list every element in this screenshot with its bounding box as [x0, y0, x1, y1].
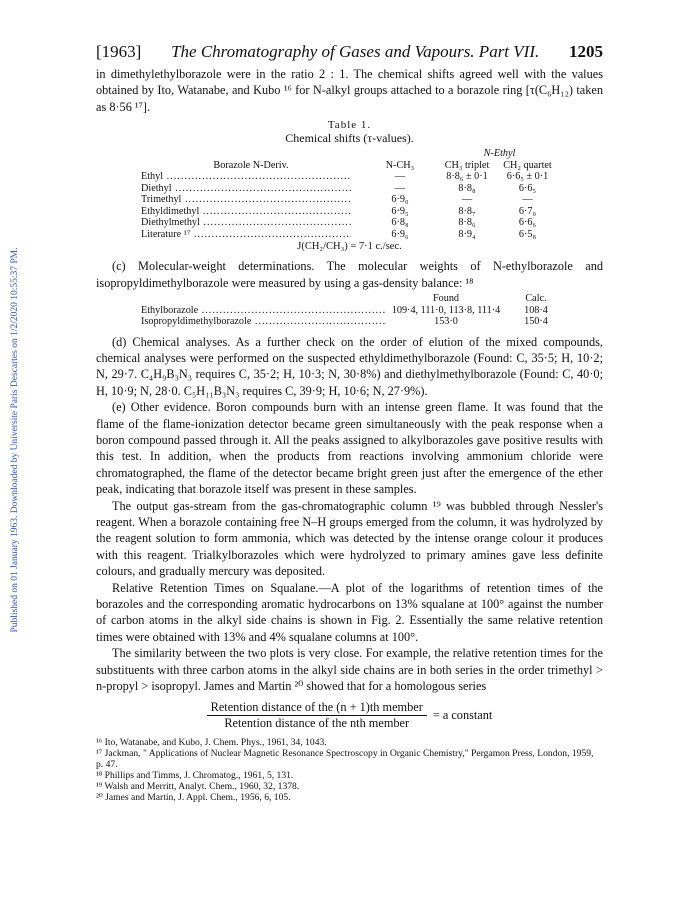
table-cell: 109·4, 111·0, 113·8, 111·4	[391, 304, 501, 316]
table1-header: CH₂ quartet	[503, 159, 552, 171]
footnote: ¹⁶ Ito, Watanabe, and Kubo, J. Chem. Phys., 1961, 34, 1043.	[96, 737, 327, 749]
table-cell: —	[522, 194, 533, 206]
table-cell: 6·6₆	[518, 217, 537, 229]
table-cell: —	[461, 194, 473, 206]
table-row	[141, 206, 560, 218]
table-cell: —	[394, 182, 406, 194]
retention-equation	[96, 700, 603, 731]
table-cell: 6·9₀	[391, 194, 409, 206]
paragraph-chemical-analyses: (d) Chemical analyses. As a further check on the order of elution of the mixed compounds, chemical analyses were performed on the suspected ethyldimethylborazole (Found: C, 35·5; H, 10·2; N, 29·7. C₄H₉B₃N₃ requires C, 35·2; H, 10·3; N, 30·8%) and diethylmethylborazole (Found: C, 40·0; H, 10·9; N, 28·0. C₅H₁₁B₃N₃ requires C, 39·9; H, 10·6; N, 27·9%).	[96, 334, 603, 398]
table-cell: 6·5₈	[518, 228, 537, 240]
table-row	[141, 305, 571, 317]
table-row	[141, 194, 560, 206]
table-cell: Literature ¹⁷	[141, 228, 191, 240]
table1-header: CH₃ triplet	[444, 159, 490, 171]
page-number: 1205	[568, 42, 603, 61]
paragraph-molecular-weight: (c) Molecular-weight determinations. The molecular weights of N-ethylborazole and isopropyldimethylborazole were measured by using a gas-density balance: ¹⁸	[96, 259, 603, 290]
table-cell: Ethyl	[141, 171, 164, 183]
page-body	[96, 42, 603, 803]
footnote: ¹⁹ Walsh and Merritt, Analyt. Chem., 1960, 32, 1378.	[96, 781, 300, 793]
molecular-weight-table	[141, 293, 571, 328]
table-cell: Diethylmethyl	[141, 217, 200, 229]
table-cell: 8·8₆ ± 0·1	[446, 171, 488, 183]
intro-paragraph: in dimethylethylborazole were in the ratio 2 : 1. The chemical shifts agreed well with the values obtained by Ito, Watanabe, and Kubo ¹⁶ for N-alkyl groups attached to a borazole ring [τ(C₆H₁₂) taken as 8·56 ¹⁷].	[96, 67, 603, 114]
table-cell: 6·9₅	[391, 205, 409, 217]
table-cell: 8·8₈	[458, 182, 476, 194]
footnote: ²⁰ James and Martin, J. Appl. Chem., 1956, 6, 105.	[96, 792, 291, 804]
table1-subtitle: Chemical shifts (τ-values).	[285, 131, 414, 146]
header-year: [1963]	[96, 42, 142, 61]
table-cell: 8·8₆	[458, 217, 476, 229]
table-cell: 6·8₈	[391, 217, 409, 229]
table1-caption: Table 1.	[327, 119, 372, 132]
download-watermark	[0, 0, 30, 912]
table-row	[141, 217, 560, 229]
table-cell: 6·9₆	[391, 228, 409, 240]
running-header	[96, 42, 603, 62]
table-cell: Trimethyl	[141, 194, 182, 206]
table2-header: Calc.	[525, 293, 547, 305]
table-row	[141, 171, 560, 183]
paragraph-retention-times: Relative Retention Times on Squalane.—A plot of the logarithms of retention times of the borazoles and the corresponding aromatic hydrocarbons on 13% squalane at 100° against the number of carbon atoms in the alkyl side chains is shown in Fig. 2. Essentially the same relative retention times were obtained with 13% and 4% squalane columns at 100°.	[96, 580, 603, 644]
table2-header-row	[141, 293, 571, 305]
table2-header: Found	[432, 293, 460, 305]
table-row	[141, 316, 571, 328]
paragraph-similarity: The similarity between the two plots is very close. For example, the relative retention times for the substituents with three carbon atoms in the alkyl side chains are in both series in the order trimethyl > n-propyl > isopropyl. James and Martin ²⁰ showed that for a homologous series	[96, 646, 603, 694]
table-cell: Ethylborazole	[141, 304, 199, 316]
table1-header-row	[141, 160, 560, 172]
table-cell: 6·6₅	[518, 182, 537, 194]
table-row	[141, 183, 560, 195]
paragraph-nessler: The output gas-stream from the gas-chromatographic column ¹⁹ was bubbled through Nessler's reagent. When a borazole containing free N–H groups emerged from the column, it was hydrolyzed by the reagent solution to form ammonia, which was detected by the intense orange colour it produces with this reagent. Trialkylborazoles which were hydrolyzed to primary amines gave less definite colours, and gradually mercury was deposited.	[96, 498, 603, 579]
table-cell: 6·7₀	[518, 205, 537, 217]
footnote: ¹⁸ Phillips and Timms, J. Chromatog., 1961, 5, 131.	[96, 770, 294, 782]
table-row	[141, 229, 560, 241]
watermark-text: Published on 01 January 1963. Downloaded by Universite Paris Descartes on 1/2/2020 10:55:37 PM.	[10, 247, 20, 633]
chemical-shifts-table	[141, 148, 560, 240]
table-cell: 8·9₄	[458, 228, 476, 240]
table-cell: 153·0	[434, 316, 458, 328]
table-cell: 8·8₇	[458, 205, 476, 217]
table1-header: Borazole N-Deriv.	[213, 159, 289, 171]
table-cell: 150·4	[524, 316, 548, 328]
table-cell: —	[394, 171, 406, 183]
footnotes	[96, 737, 603, 803]
paragraph-other-evidence: (e) Other evidence. Boron compounds burn with an intense green flame. It was found that the flame of the flame-ionization detector became green simultaneously with the peak response when a boron compound passed through it. All the peaks assigned to alkylborazoles gave positive results with this test. In addition, when the products from reactions involving ammonium chloride were chromatographed, the flame of the detector became bright green just after the emergence of the ether peak, indicating that borazole itself was present in these samples.	[96, 400, 603, 497]
table-cell: 108·4	[524, 304, 548, 316]
equation-rhs: = a constant	[432, 708, 493, 723]
equation-numerator: Retention distance of the (n + 1)th member	[207, 700, 427, 716]
table1-group-header: N-Ethyl	[483, 148, 516, 160]
table-cell: 6·6₅ ± 0·1	[506, 171, 549, 183]
footnote: ¹⁷ Jackman, " Applications of Nuclear Magnetic Resonance Spectroscopy in Organic Chemistry," Pergamon Press, London, 1959, p. 47.	[96, 748, 594, 771]
table-cell: Isopropyldimethylborazole	[141, 316, 252, 328]
equation-denominator: Retention distance of the nth member	[224, 716, 410, 731]
table1-header: N-CH₃	[385, 159, 415, 171]
table-cell: Ethyldimethyl	[141, 205, 200, 217]
table-cell: Diethyl	[141, 182, 172, 194]
coupling-constant-note: J(CH₂/CH₃) = 7·1 c./sec.	[297, 241, 402, 253]
header-title: The Chromatography of Gases and Vapours. Part VII.	[171, 42, 540, 61]
